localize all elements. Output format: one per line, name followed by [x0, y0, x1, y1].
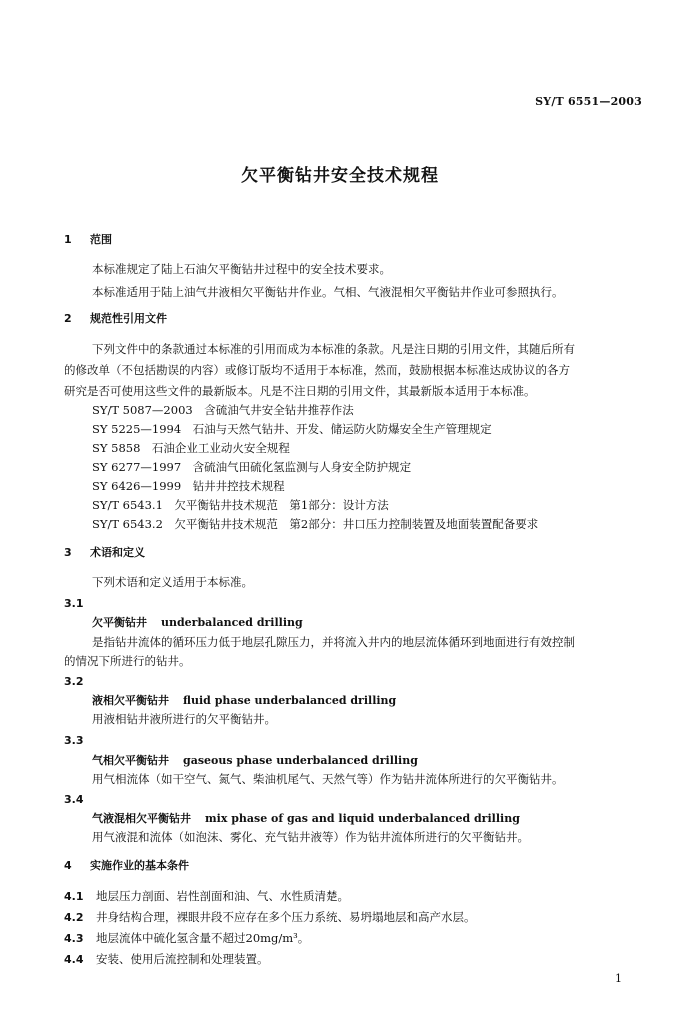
condition-text: 井身结构合理，裸眼井段不应存在多个压力系统、易坍塌地层和高产水层。	[96, 910, 476, 924]
term-definition-line: 是指钻井流体的循环压力低于地层孔隙压力，并将流入井内的地层流体循环到地面进行有效控制	[92, 635, 575, 649]
condition-number: 4.4	[64, 953, 84, 966]
section-title: 范围	[90, 233, 112, 246]
terms-intro: 下列术语和定义适用于本标准。	[92, 575, 253, 589]
term-chinese: 气液混相欠平衡钻井	[92, 812, 191, 825]
reference-item: SY 6277—1997 含硫油气田硫化氢监测与人身安全防护规定	[92, 460, 412, 474]
term-english: gaseous phase underbalanced drilling	[183, 754, 418, 767]
term-heading	[92, 614, 303, 631]
section-number: 2	[64, 312, 72, 325]
normative-paragraph-line: 研究是否可使用这些文件的最新版本。凡是不注日期的引用文件，其最新版本适用于本标准。	[64, 384, 536, 398]
term-english: mix phase of gas and liquid underbalanced drilling	[205, 812, 520, 825]
section-2-heading	[64, 311, 167, 327]
condition-item	[64, 909, 476, 926]
term-definition-line: 用气液混和流体（如泡沫、雾化、充气钻井液等）作为钻井流体所进行的欠平衡钻井。	[92, 830, 529, 844]
term-heading	[92, 810, 520, 827]
condition-item	[64, 888, 349, 905]
term-definition-line: 用液相钻井液所进行的欠平衡钻井。	[92, 712, 276, 726]
document-title: 欠平衡钻井安全技术规程	[241, 166, 439, 186]
section-title: 术语和定义	[90, 546, 145, 559]
normative-paragraph-line: 下列文件中的条款通过本标准的引用而成为本标准的条款。凡是注日期的引用文件，其随后所有	[92, 342, 575, 356]
scope-paragraph-1: 本标准规定了陆上石油欠平衡钻井过程中的安全技术要求。	[92, 262, 391, 276]
term-heading	[92, 752, 418, 769]
condition-number: 4.1	[64, 890, 84, 903]
reference-item: SY 5225—1994 石油与天然气钻井、开发、储运防火防爆安全生产管理规定	[92, 422, 492, 436]
section-3-heading	[64, 545, 145, 561]
reference-item: SY 5858 石油企业工业动火安全规程	[92, 441, 290, 455]
term-definition-line: 用气相流体（如干空气、氮气、柴油机尾气、天然气等）作为钻井流体所进行的欠平衡钻井。	[92, 772, 564, 786]
condition-item	[64, 951, 269, 968]
term-number: 3.1	[64, 597, 84, 610]
section-1-heading	[64, 232, 112, 248]
reference-item: SY/T 6543.2 欠平衡钻井技术规范 第2部分：井口压力控制装置及地面装置配备要求	[92, 517, 539, 531]
section-number: 1	[64, 233, 72, 246]
condition-item	[64, 930, 309, 947]
term-chinese: 气相欠平衡钻井	[92, 754, 169, 767]
reference-item: SY/T 5087—2003 含硫油气井安全钻井推荐作法	[92, 403, 354, 417]
term-english: underbalanced drilling	[161, 616, 303, 629]
term-number: 3.3	[64, 734, 84, 747]
reference-item: SY/T 6543.1 欠平衡钻井技术规范 第1部分：设计方法	[92, 498, 389, 512]
scope-paragraph-2: 本标准适用于陆上油气井液相欠平衡钻井作业。气相、气液混相欠平衡钻井作业可参照执行。	[92, 285, 564, 299]
condition-text: 地层压力剖面、岩性剖面和油、气、水性质清楚。	[96, 889, 349, 903]
condition-text: 安装、使用后流控制和处理装置。	[96, 952, 269, 966]
term-number: 3.4	[64, 793, 84, 806]
page-number: 1	[615, 972, 622, 985]
condition-number: 4.2	[64, 911, 84, 924]
reference-item: SY 6426—1999 钻井井控技术规程	[92, 479, 285, 493]
term-chinese: 欠平衡钻井	[92, 616, 147, 629]
normative-paragraph-line: 的修改单（不包括勘误的内容）或修订版均不适用于本标准，然而，鼓励根据本标准达成协议的各方	[64, 363, 570, 377]
term-definition-line: 的情况下所进行的钻井。	[64, 654, 191, 668]
term-heading	[92, 692, 396, 709]
section-number: 3	[64, 546, 72, 559]
standard-code-header: SY/T 6551—2003	[535, 95, 642, 108]
section-4-heading	[64, 858, 189, 874]
term-number: 3.2	[64, 675, 84, 688]
term-english: fluid phase underbalanced drilling	[183, 694, 397, 707]
condition-number: 4.3	[64, 932, 84, 945]
section-title: 规范性引用文件	[90, 312, 167, 325]
section-title: 实施作业的基本条件	[90, 859, 189, 872]
condition-text: 地层流体中硫化氢含量不超过20mg/m³。	[96, 931, 310, 945]
section-number: 4	[64, 859, 72, 872]
term-chinese: 液相欠平衡钻井	[92, 694, 169, 707]
